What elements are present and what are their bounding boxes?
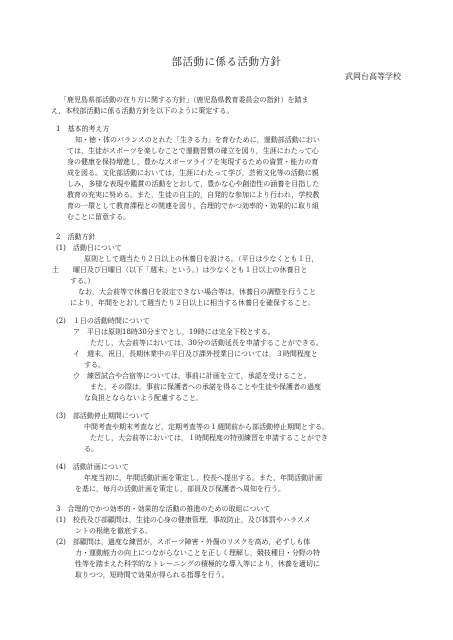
body-line: する。）	[70, 277, 95, 285]
section-heading: 3 合理的でかつ効率的・効果的な活動の推進のための取組について	[56, 505, 271, 513]
body-line: しみ，多様な表現や鑑賞の活動をとおして，豊かな心や創造性の涵養を目指した	[67, 180, 320, 188]
body-line: ア 平日は原則18時30分までとし，19時には完全下校とする。	[73, 328, 275, 336]
body-line: ただし，大会前等においては，30分の活動延長を申請することができる。	[90, 339, 323, 347]
body-line: なお，大会前等で休養日を設定できない場合等は，休養日の調整を行うこと	[78, 288, 316, 296]
body-line: 知・徳・体のバランスのとれた「生きる力」を育むために，運動部活動におい	[75, 136, 320, 144]
body-line: ては，生徒がスポーツを楽しむことで運動習慣の確立を図り，生涯にわたって心	[67, 147, 319, 155]
sub-heading: (3) 部活動停止期間について	[56, 412, 150, 420]
body-line: ウ 練習試合や合宿等については，事前に計画を立て，承認を受けること。	[73, 372, 311, 380]
body-line: イ 週末，祝日，長期休業中の平日及び課外授業日については，３時間程度と	[73, 350, 318, 358]
body-line: する。	[84, 361, 105, 369]
body-line: により，年間をとおして週当たり２日以上に相当する休養日を確保すること。	[70, 299, 315, 307]
intro-line: 「鹿児島県部活動の在り方に関する方針」（鹿児島県教育委員会の指針）を踏ま	[60, 96, 309, 104]
page-title: 部活動に係る活動方針	[171, 56, 282, 68]
body-line: むことに留意する。	[67, 213, 130, 221]
body-line: 育の一環として教育課程との関連を図り，合理的でかつ効率的・効果的に取り組	[67, 202, 319, 210]
body-line: ントの根絶を徹底する。	[75, 527, 152, 535]
sub-heading: (2) １日の活動時間について	[56, 317, 150, 325]
body-line: 土 曜日及び日曜日（以下「週末」という。）は少なくとも１日以上の休養日と	[52, 266, 308, 274]
body-line: 中間考査や期末考査など，定期考査等の１週間前から部活動停止期間とする。	[84, 423, 329, 431]
body-line: 取りつつ，短時間で効果が得られる指導を行う。	[75, 571, 229, 579]
section-heading: 1 基本的考え方	[56, 125, 110, 133]
sub-heading: (4) 活動計画について	[56, 463, 129, 471]
body-line: (1) 校長及び部顧問は，生徒の心身の健康管理，事故防止，及び体罰やハラスメ	[56, 516, 311, 524]
sub-heading: (1) 活動日について	[56, 244, 122, 252]
body-line: 原則として週当たり２日以上の休養日を設ける。（平日は少なくとも１日，	[84, 255, 319, 263]
body-line: 年度当初に，年間活動計画を策定し，校長へ提出する。また，年間活動計画	[84, 474, 322, 482]
body-line: 力・運動能力の向上につながらないことを正しく理解し，競技種目・分野の特	[75, 549, 320, 557]
body-line: ただし，大会前等においては，１時間程度の特別練習を申請することができ	[90, 434, 328, 442]
body-line: 成を図る。文化部活動においては，生涯にわたって学び，芸術文化等の活動に親	[67, 169, 319, 177]
body-line: (2) 部顧問は，過度な練習が，スポーツ障害・外傷のリスクを高め，必ずしも体	[56, 538, 311, 546]
section-heading: 2 活動方針	[56, 233, 96, 241]
body-line: な負担とならないよう配慮すること。	[84, 394, 203, 402]
body-line: また，その際は，事前に保護者への承諾を得ることや生徒や保護者の過度	[90, 383, 321, 391]
body-line: る。	[84, 445, 98, 453]
body-line: 性等を踏まえた科学的なトレーニングの積極的な導入等により，休養を適切に	[75, 560, 320, 568]
school-name: 武岡台高等学校	[345, 72, 401, 81]
intro-line: え，本校部活動に係る活動方針を以下のように策定する。	[51, 107, 234, 115]
body-line: を基に，毎月の活動計画を策定し，部員及び保護者へ周知を行う。	[75, 485, 285, 493]
body-line: 教育の充実に努める。また，生徒の自主的，自発的な参加により行われ，学校教	[67, 191, 320, 199]
body-line: 身の健康を保持増進し，豊かなスポーツライフを実現するための資質・能力の育	[67, 158, 319, 166]
